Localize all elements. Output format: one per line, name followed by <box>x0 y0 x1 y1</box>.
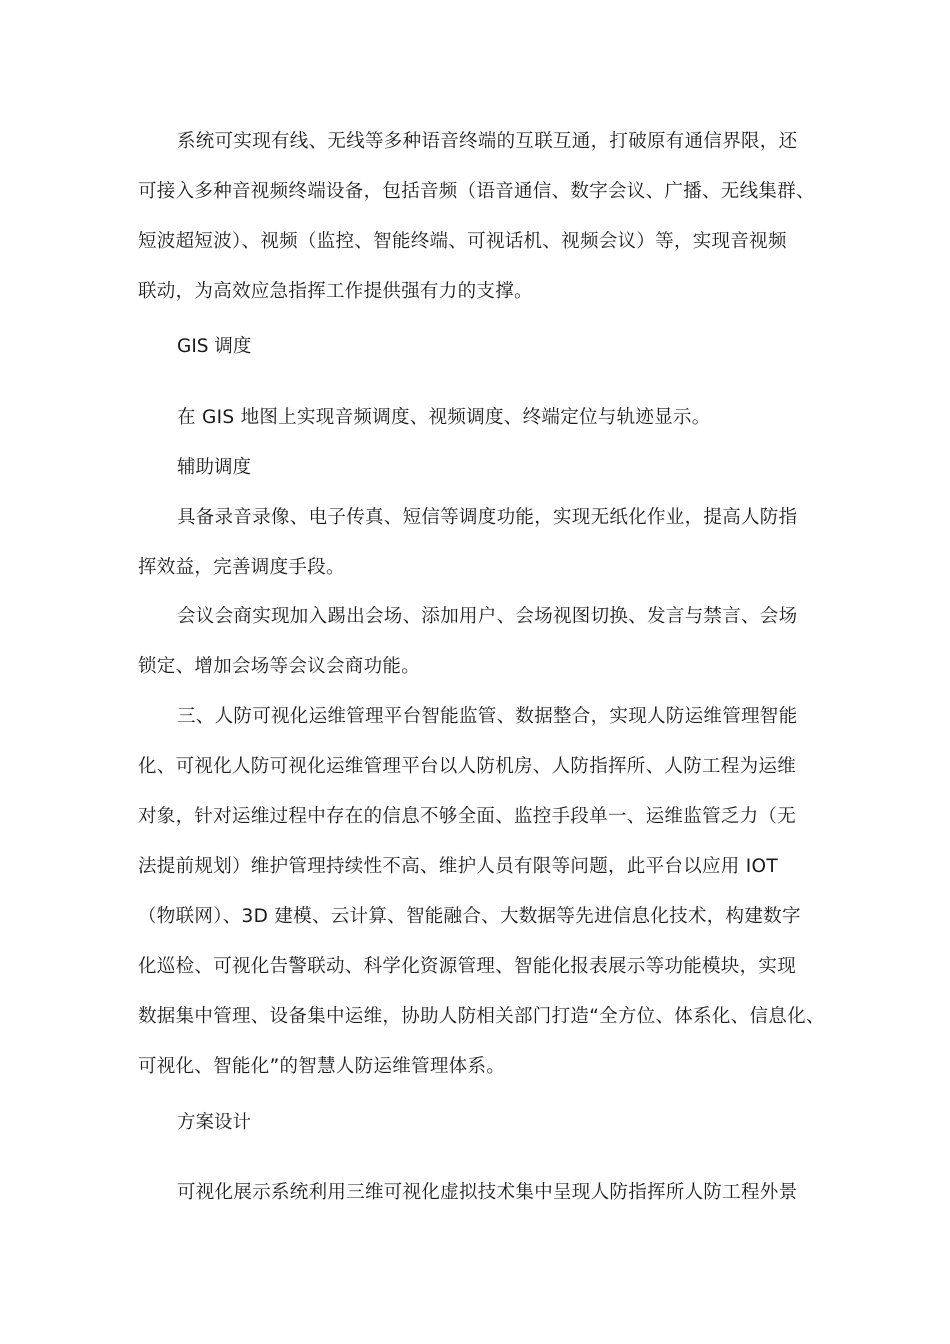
paragraph-conference <box>138 592 824 692</box>
paragraph-visual-display <box>138 1168 824 1218</box>
text-line: 联动，为高效应急指挥工作提供强有力的支撑。 <box>138 281 533 302</box>
paragraph-aux <box>138 493 824 593</box>
text-line: 挥效益，完善调度手段。 <box>138 557 345 578</box>
text-line: 三、人防可视化运维管理平台智能监管、数据整合，实现人防运维管理智能 <box>177 706 798 727</box>
text-line: 数据集中管理、设备集中运维，协助人防相关部门打造“全方位、体系化、信息化、 <box>138 1006 825 1027</box>
text-line: 会议会商实现加入踢出会场、添加用户、会场视图切换、发言与禁言、会场 <box>177 606 798 627</box>
paragraph-ops-platform <box>138 692 824 1092</box>
heading-solution-design: 方案设计 <box>177 1112 252 1133</box>
text-line: 化、可视化人防可视化运维管理平台以人防机房、人防指挥所、人防工程为运维 <box>138 756 797 777</box>
text-line: 可视化、智能化”的智慧人防运维管理体系。 <box>138 1056 506 1077</box>
text-line: 锁定、增加会场等会议会商功能。 <box>138 656 421 677</box>
text-line: 法提前规划）维护管理持续性不高、维护人员有限等问题，此平台以应用 IOT <box>138 856 779 877</box>
text-line: （物联网）、3D 建模、云计算、智能融合、大数据等先进信息化技术，构建数字 <box>138 906 801 927</box>
paragraph-voice-terminals <box>138 117 824 317</box>
text-line: 对象，针对运维过程中存在的信息不够全面、监控手段单一、运维监管乏力（无 <box>138 806 797 827</box>
paragraph-gis <box>138 393 824 443</box>
heading-aux-dispatch: 辅助调度 <box>177 457 252 478</box>
text-line: 短波超短波）、视频（监控、智能终端、可视话机、视频会议）等，实现音视频 <box>138 231 787 252</box>
text-line: 具备录音录像、电子传真、短信等调度功能，实现无纸化作业，提高人防指 <box>177 507 798 528</box>
text-line: 可视化展示系统利用三维可视化虚拟技术集中呈现人防指挥所人防工程外景 <box>177 1182 798 1203</box>
text-line: 化巡检、可视化告警联动、科学化资源管理、智能化报表展示等功能模块，实现 <box>138 956 797 977</box>
text-line: 系统可实现有线、无线等多种语音终端的互联互通，打破原有通信界限，还 <box>177 131 798 152</box>
text-line: 在 GIS 地图上实现音频调度、视频调度、终端定位与轨迹显示。 <box>177 407 711 428</box>
heading-gis-dispatch: GIS 调度 <box>177 336 252 357</box>
text-line: 可接入多种音视频终端设备，包括音频（语音通信、数字会议、广播、无线集群、 <box>138 181 815 202</box>
